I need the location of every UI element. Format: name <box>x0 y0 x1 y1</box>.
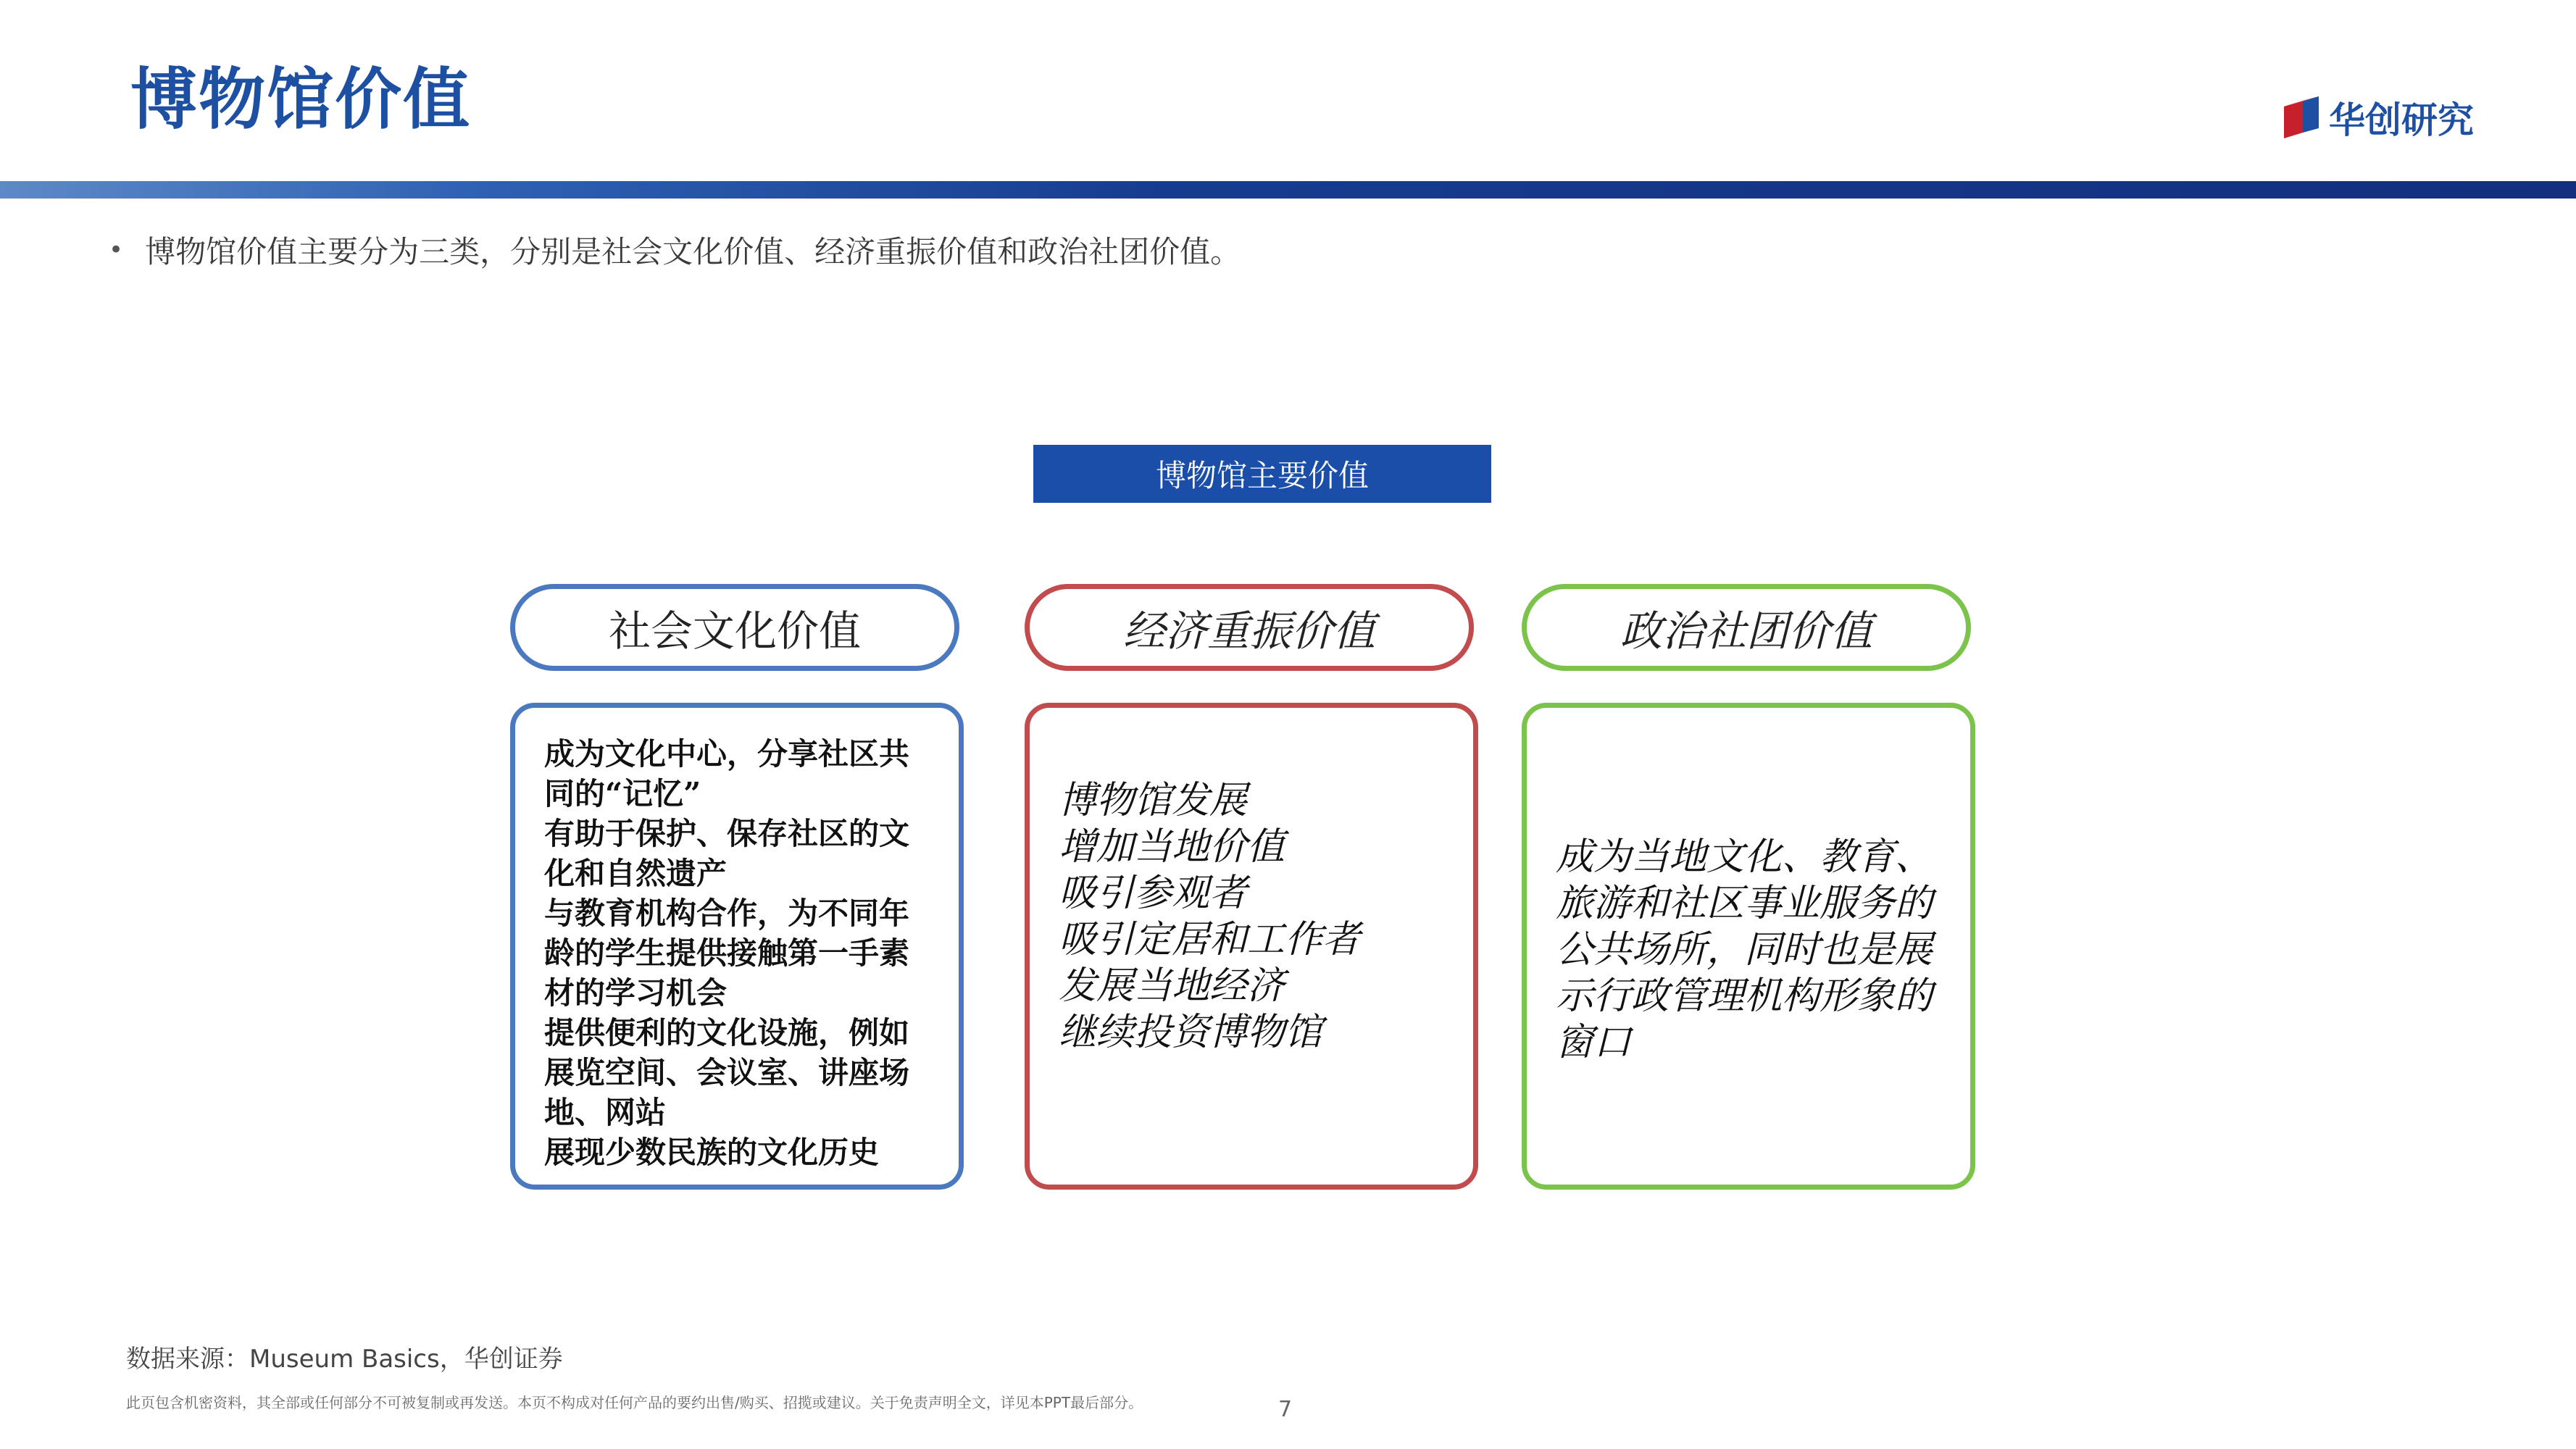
list-item: 继续投资博物馆 <box>1059 1011 1323 1054</box>
list-item: 成为当地文化、教育、旅游和社区事业服务的公共场所，同时也是展示行政管理机构形象的窗口 <box>1556 835 1933 1064</box>
intro-text: 博物馆价值主要分为三类，分别是社会文化价值、经济重振价值和政治社团价值。 <box>145 234 1241 270</box>
list-item: 有助于保护、保存社区的文化和自然遗产 <box>544 816 910 891</box>
column-title-social-cultural: 社会文化价值 <box>510 584 959 671</box>
bullet-dot: • <box>109 235 124 264</box>
list-item: 吸引参观者 <box>1059 872 1248 915</box>
list-item: 展现少数民族的文化历史 <box>544 1135 880 1170</box>
header-divider-bar <box>0 181 2576 199</box>
column-title-political: 政治社团价值 <box>1522 584 1971 671</box>
page-number: 7 <box>1278 1397 1293 1422</box>
list-item: 成为文化中心，分享社区共同的“记忆” <box>544 736 910 811</box>
column-box-political <box>1522 703 1975 1190</box>
column-box-social-cultural <box>510 703 964 1190</box>
column-title-economic: 经济重振价值 <box>1025 584 1474 671</box>
data-source-note: 数据来源：Museum Basics，华创证券 <box>126 1345 563 1374</box>
intro-bullet <box>109 228 1241 272</box>
column-box-economic <box>1025 703 1478 1190</box>
value-list <box>515 708 959 1172</box>
page-title: 博物馆价值 <box>130 61 472 138</box>
disclaimer-text: 此页包含机密资料，其全部或任何部分不可被复制或再发送。本页不构成对任何产品的要约出售/购买、招揽或建议。关于免责声明全文，详见本PPT最后部分。 <box>126 1394 1143 1411</box>
huachuang-cube-logo-icon <box>2281 95 2322 140</box>
logo-text: 华创研究 <box>2329 99 2474 141</box>
list-item: 增加当地价值 <box>1059 825 1285 869</box>
diagram-center-label: 博物馆主要价值 <box>1033 445 1491 503</box>
list-item: 与教育机构合作，为不同年龄的学生提供接触第一手素材的学习机会 <box>544 895 910 1011</box>
list-item: 吸引定居和工作者 <box>1059 918 1361 961</box>
value-list <box>1030 708 1473 1056</box>
brand-logo <box>2281 94 2474 141</box>
list-item: 发展当地经济 <box>1059 964 1285 1008</box>
value-list <box>1527 708 1970 1066</box>
list-item: 博物馆发展 <box>1059 779 1248 822</box>
list-item: 提供便利的文化设施，例如展览空间、会议室、讲座场地、网站 <box>544 1015 910 1130</box>
